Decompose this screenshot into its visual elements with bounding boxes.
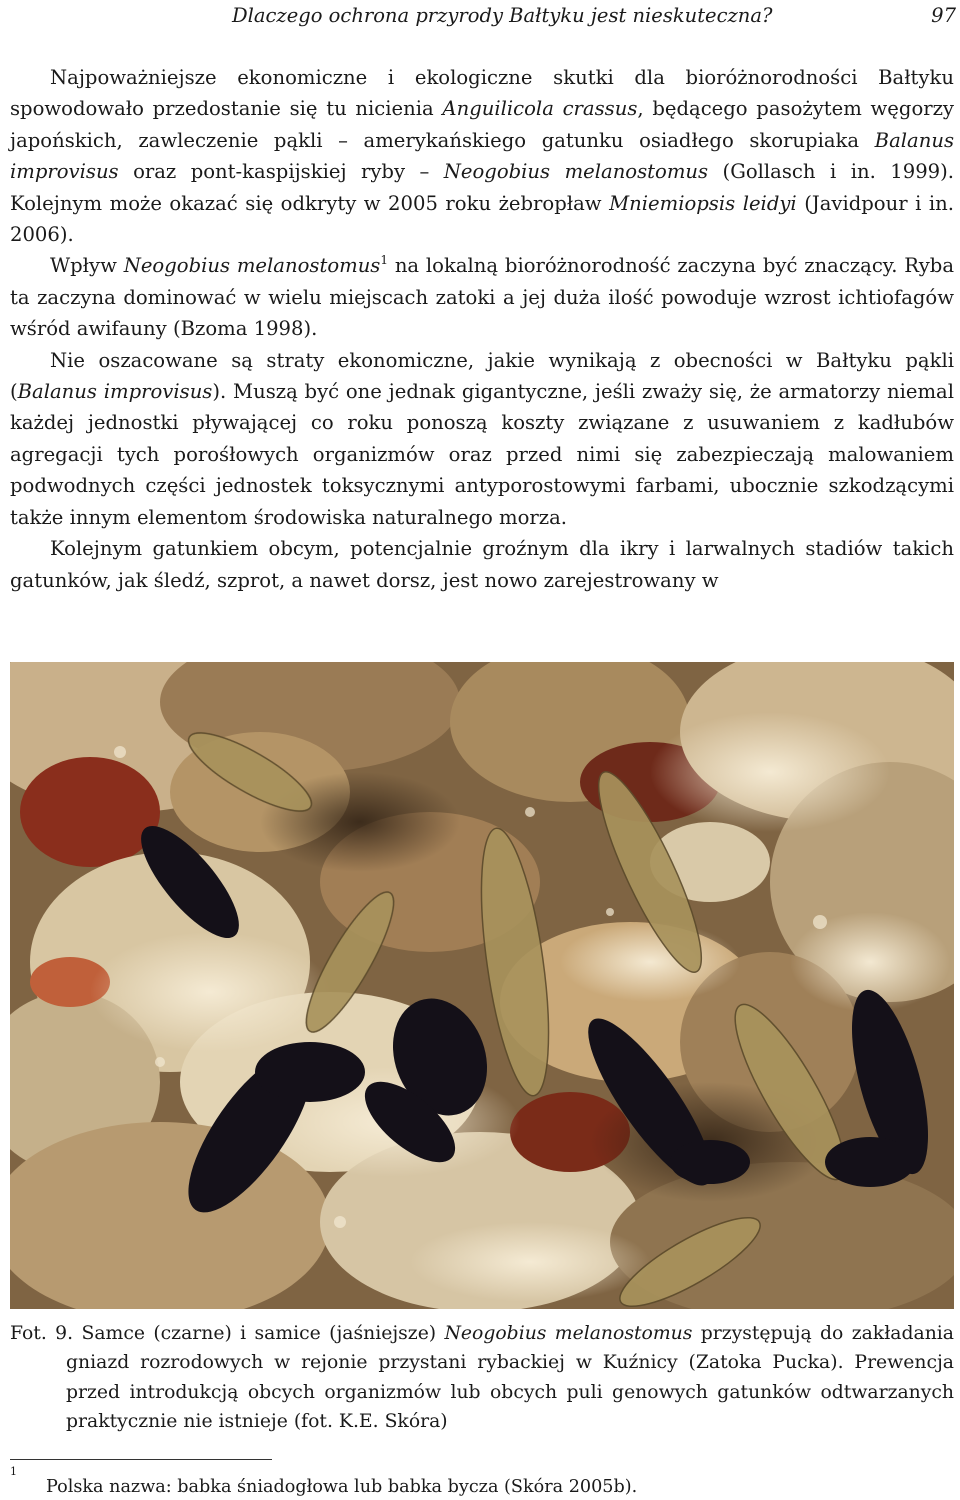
paragraph-1: Najpoważniejsze ekonomiczne i ekologiczne skutki dla bioróżnorodności Bałtyku spowodowało przedostanie się tu nicienia Anguilicola crassus, będącego pasożytem węgorzy japońskich, zawleczenie pąkli – amerykańskiego gatunku osiadłego skorupiaka Balanus improvisus oraz pont-kaspijskiej ryby – Neogobius melanostomus (Gollasch i in. 1999). Kolejnym może okazać się odkryty w 2005 roku żebropław Mniemiopsis leidyi (Javidpour i in. 2006).	[10, 66, 954, 247]
footnote-divider	[10, 1459, 272, 1460]
species-name: Anguilicola crassus	[442, 97, 638, 121]
species-name: Balanus improvisus	[10, 128, 954, 184]
paragraph-3: Nie oszacowane są straty ekonomiczne, jakie wynikają z obecności w Bałtyku pąkli (Balanus improvisus). Muszą być one jednak gigantyczne, jeśli zważy się, że armatorzy niemal każdej jednostki pływającej co roku ponoszą koszty związane z usuwaniem z kadłubów agregacji tych porośłowych organizmów oraz przed nimi się zabezpieczają malowaniem podwodnych części jednostek toksycznymi antyporostowymi farbami, ubocznie szkodzącymi także innym elementom środowiska naturalnego morza.	[10, 348, 955, 529]
paragraph-4: Kolejnym gatunkiem obcym, potencjalnie groźnym dla ikry i larwalnych stadiów takich gatunków, jak śledź, szprot, a nawet dorsz, jest nowo zarejestrowany w	[10, 537, 954, 592]
running-header	[232, 4, 956, 30]
caption-label: Fot. 9.	[10, 1323, 74, 1344]
fish-photo-icon	[10, 662, 954, 1309]
species-name: Balanus improvisus	[17, 380, 213, 404]
running-title: Dlaczego ochrona przyrody Bałtyku jest nieskuteczna?	[232, 4, 773, 27]
paragraph-2: Wpływ Neogobius melanostomus$^1$ na lokalną bioróżnorodność zaczyna być znaczący. Ryba ta zaczyna dominować w wielu miejscach zatoki a jej duża ilość powoduje wzrost ichtiofagów wśród awifauny (Bzoma 1998).	[10, 253, 954, 341]
fish-photo	[10, 662, 954, 1309]
species-name: Mniemiopsis leidyi	[609, 191, 797, 215]
footnote-text: Polska nazwa: babka śniadogłowa lub babka bycza (Skóra 2005b).	[46, 1477, 638, 1497]
species-name: Neogobius melanostomus	[123, 254, 381, 278]
footnote-reference[interactable]: 1	[380, 253, 389, 268]
body-text	[10, 62, 954, 596]
species-name: Neogobius melanostomus	[443, 160, 709, 184]
species-name: Neogobius melanostomus	[444, 1323, 693, 1344]
page-number: 97	[931, 4, 956, 27]
photo-caption: Fot. 9. Samce (czarne) i samice (jaśniejsze) Neogobius melanostomus przystępują do zakładania gniazd rozrodowych w rejonie przystani rybackiej w Kuźnicy (Zatoka Pucka). Prewencja przed introdukcją obcych organizmów lub obcych puli genowych gatunków odtwarzanych praktycznie nie istnieje (fot. K.E. Skóra)	[10, 1323, 954, 1433]
